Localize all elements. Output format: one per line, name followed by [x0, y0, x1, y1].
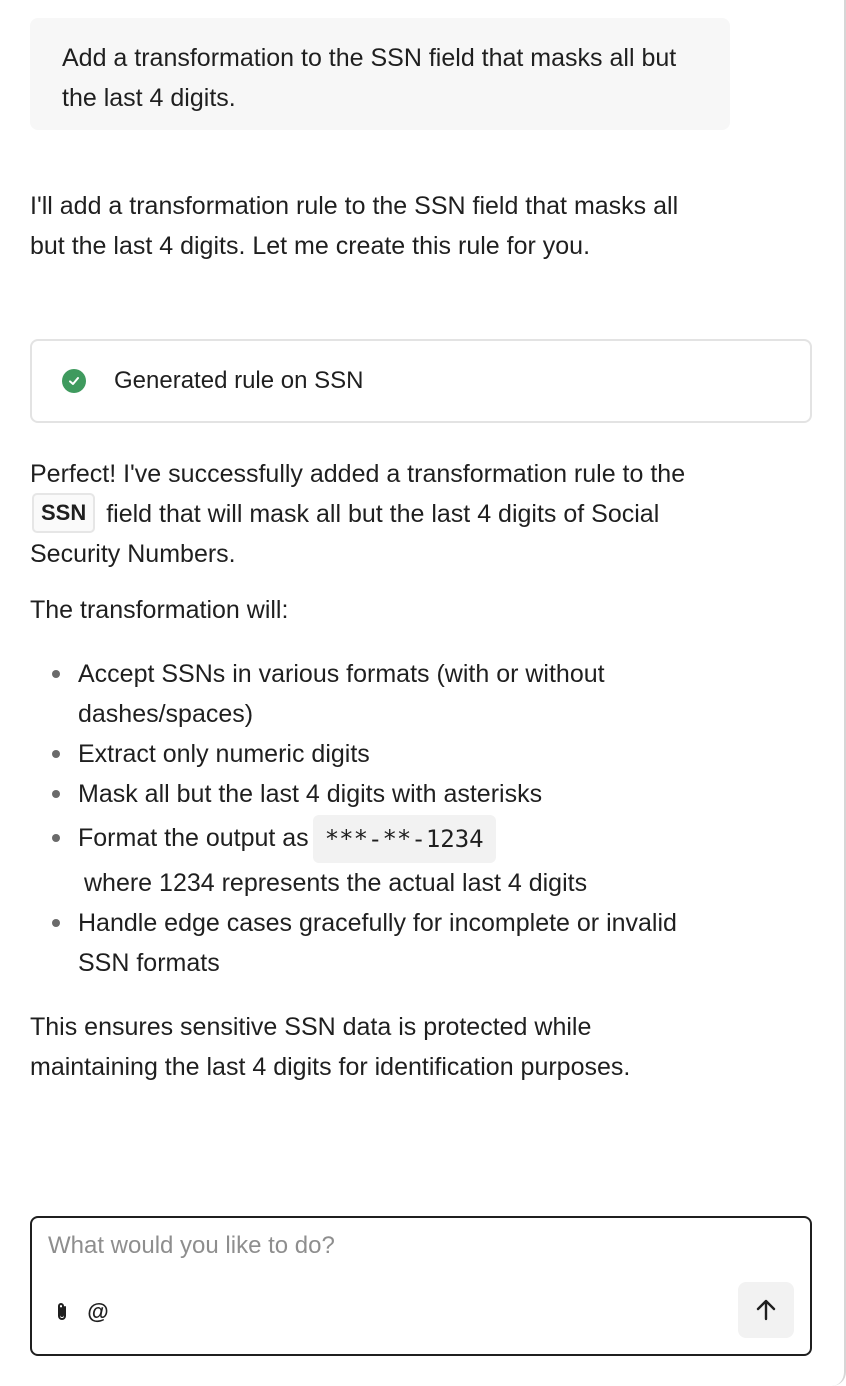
list-item-text: Mask all but the last 4 digits with asterisks: [78, 780, 543, 808]
list-item: [30, 774, 730, 814]
user-message-text: Add a transformation to the SSN field that masks all but the last 4 digits.: [62, 44, 677, 112]
bullet-dot: [52, 919, 60, 927]
paperclip-icon[interactable]: [48, 1298, 76, 1326]
field-chip-ssn: SSN: [32, 493, 95, 533]
send-button[interactable]: [738, 1282, 794, 1338]
tool-result-card[interactable]: [30, 339, 812, 423]
bullet-dot: [52, 790, 60, 798]
list-item: [30, 814, 730, 903]
bullet-dot: [52, 670, 60, 678]
list-item: [30, 903, 730, 983]
assistant-intro-text: I'll add a transformation rule to the SSN field that masks all but the last 4 digits. Let me create this rule for you.: [30, 192, 679, 260]
tool-result-label: Generated rule on SSN: [114, 367, 364, 394]
list-item: [30, 654, 730, 734]
list-item-text: Handle edge cases gracefully for incomplete or invalid SSN formats: [78, 909, 677, 978]
transformation-steps-list: [30, 654, 730, 983]
bullet-dot: [52, 750, 60, 758]
list-item-text: Accept SSNs in various formats (with or without dashes/spaces): [78, 660, 605, 728]
mention-button[interactable]: @: [87, 1299, 109, 1324]
format-example-code: ***-**-1234: [313, 815, 496, 863]
list-item-text: Extract only numeric digits: [78, 740, 370, 768]
confirmation-text: [30, 454, 690, 574]
check-circle-icon: [62, 369, 86, 393]
list-intro-text: The transformation will:: [30, 596, 289, 624]
arrow-up-icon: [755, 1298, 777, 1322]
closing-text: This ensures sensitive SSN data is protected while maintaining the last 4 digits for identification purposes.: [30, 1013, 631, 1081]
confirmation-text-before: Perfect! I've successfully added a transformation rule to the: [30, 460, 686, 488]
composer: [30, 1216, 812, 1356]
bullet-dot: [52, 834, 60, 842]
prompt-input[interactable]: [48, 1232, 788, 1272]
confirmation-text-after: field that will mask all but the last 4 digits of Social Security Numbers.: [30, 500, 660, 568]
list-item-text: Format the output as: [78, 824, 309, 852]
user-message-bubble: [30, 18, 730, 130]
list-item: [30, 734, 730, 774]
format-suffix-text: where 1234 represents the actual last 4 digits: [84, 869, 588, 898]
